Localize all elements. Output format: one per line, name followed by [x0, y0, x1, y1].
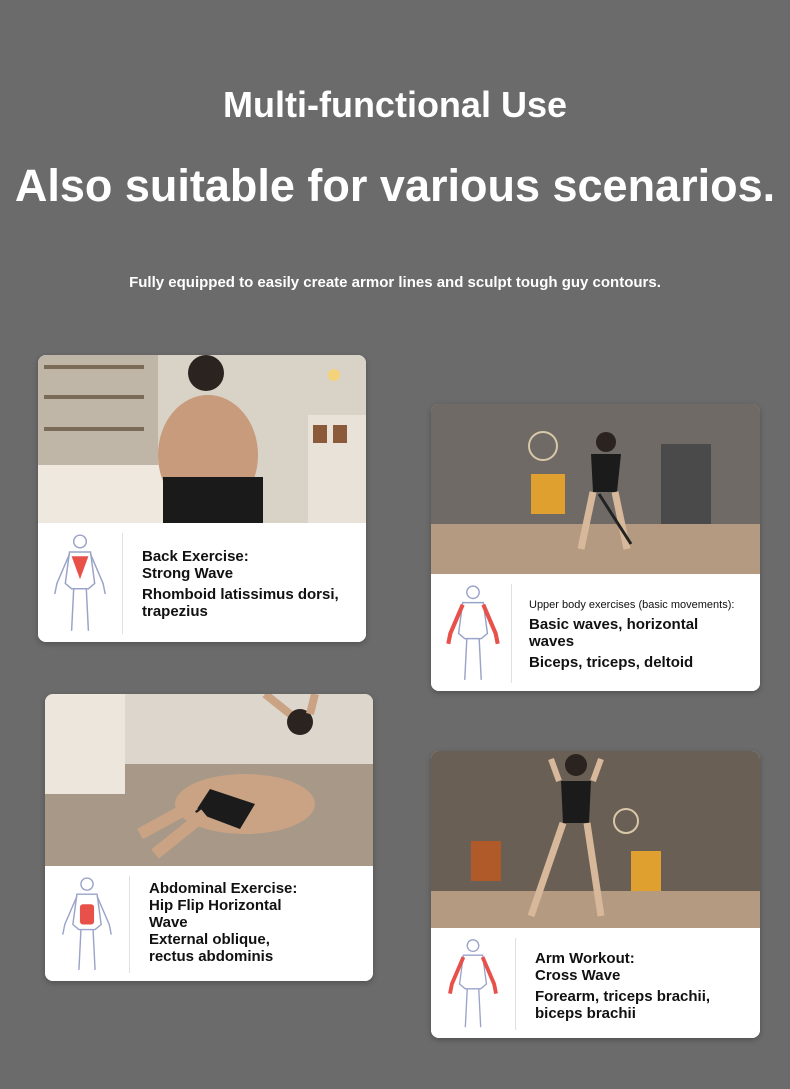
exercise-card-back — [38, 355, 366, 642]
arm-muscle-icon — [437, 582, 509, 685]
upper-body-exercise-text — [529, 598, 746, 671]
card-move: Basic waves, horizontal waves — [529, 616, 699, 650]
abdominal-exercise-text — [149, 880, 313, 965]
card-divider — [122, 533, 123, 634]
card-move: Hip Flip Horizontal Wave — [149, 897, 282, 931]
back-exercise-text — [142, 548, 352, 620]
card-muscles: Rhomboid latissimus dorsi, trapezius — [142, 586, 339, 620]
forearm-muscle-icon — [437, 936, 509, 1032]
card-muscles: Forearm, triceps brachii, biceps brachii — [535, 988, 711, 1022]
card-heading: Abdominal Exercise: — [149, 880, 298, 897]
section-subtitle: Fully equipped to easily create armor lines and sculpt tough guy contours. — [129, 274, 661, 291]
card-heading: Upper body exercises (basic movements): — [529, 599, 735, 611]
card-muscles: External oblique, rectus abdominis — [149, 931, 274, 965]
card-divider — [129, 876, 130, 973]
back-exercise-photo — [38, 355, 366, 523]
abdominal-exercise-info — [45, 866, 373, 981]
exercise-card-arm — [431, 751, 760, 1038]
card-move: Cross Wave — [535, 967, 621, 984]
abdominal-muscle-icon — [51, 874, 123, 975]
back-exercise-info — [38, 523, 366, 642]
arm-exercise-text — [535, 950, 746, 1022]
card-divider — [515, 938, 516, 1030]
exercise-card-upper-body — [431, 404, 760, 691]
section-headline: Also suitable for various scenarios. — [14, 160, 776, 211]
abdominal-exercise-photo — [45, 694, 373, 866]
section-title: Multi-functional Use — [223, 84, 567, 125]
upper-body-exercise-photo — [431, 404, 760, 574]
card-divider — [511, 584, 512, 683]
card-muscles: Biceps, triceps, deltoid — [529, 654, 694, 671]
upper-body-exercise-info — [431, 574, 760, 691]
arm-exercise-photo — [431, 751, 760, 928]
arm-exercise-info — [431, 928, 760, 1038]
card-heading: Arm Workout: — [535, 950, 635, 967]
exercise-card-abdominal — [45, 694, 373, 981]
card-move: Strong Wave — [142, 565, 234, 582]
card-heading: Back Exercise: — [142, 548, 249, 565]
back-muscle-icon — [44, 531, 116, 636]
